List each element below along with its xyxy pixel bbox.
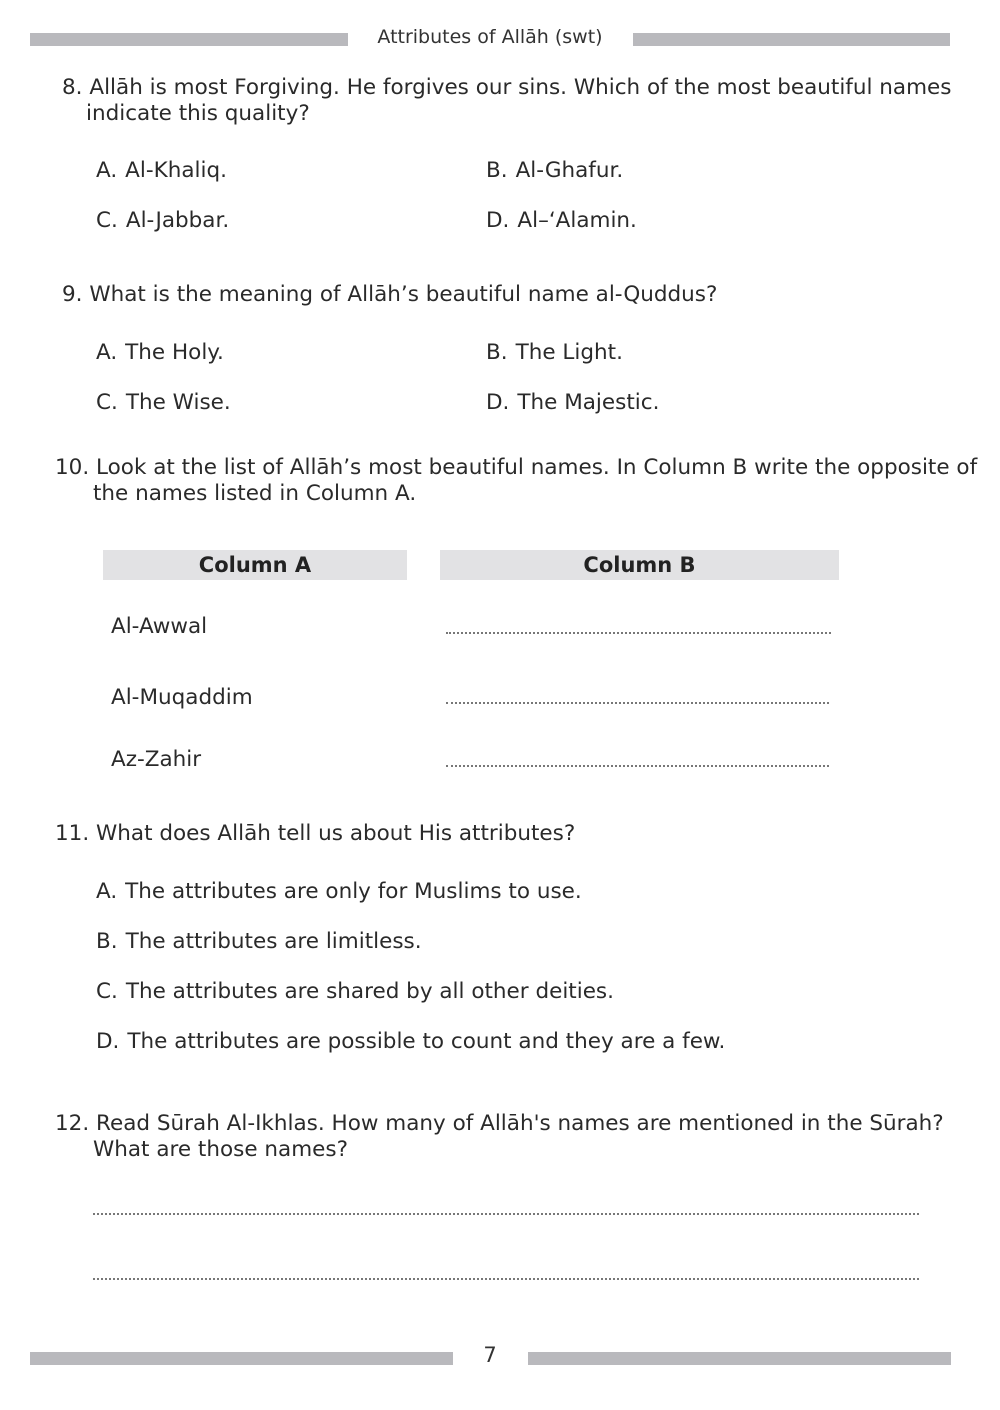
q8-option-b[interactable] — [486, 158, 623, 184]
column-a-item: Al-Muqaddim — [111, 685, 253, 710]
column-a-item: Al-Awwal — [111, 614, 208, 639]
column-a-header: Column A — [103, 550, 407, 580]
question-number: 11. — [55, 821, 90, 846]
option-text: Al-Jabbar. — [125, 208, 230, 233]
question-text: What does Allāh tell us about His attributes? — [96, 821, 576, 846]
option-text: Al-Ghafur. — [515, 158, 624, 183]
question-text: What is the meaning of Allāh’s beautiful name al-Quddus? — [89, 282, 718, 307]
question-9 — [62, 282, 717, 308]
q9-option-b[interactable] — [486, 340, 623, 366]
q9-option-d[interactable] — [486, 390, 659, 416]
question-text: Look at the list of Allāh’s most beautiful names. In Column B write the opposite of — [96, 455, 978, 480]
option-letter: D. — [96, 1029, 120, 1054]
question-number: 9. — [62, 282, 83, 307]
option-letter: A. — [96, 340, 118, 365]
page-number: 7 — [483, 1343, 497, 1367]
question-text-continued: What are those names? — [93, 1137, 348, 1162]
question-10 — [55, 455, 977, 507]
column-b-answer-line-2[interactable] — [446, 702, 829, 704]
option-letter: D. — [486, 390, 510, 415]
q11-option-d[interactable] — [96, 1029, 725, 1055]
page-header-title: Attributes of Allāh (swt) — [377, 26, 603, 48]
column-a-item: Az-Zahir — [111, 747, 202, 772]
question-number: 12. — [55, 1111, 90, 1136]
q11-option-a[interactable] — [96, 879, 582, 905]
option-letter: D. — [486, 208, 510, 233]
question-text-continued: the names listed in Column A. — [93, 481, 417, 506]
column-b-answer-line-1[interactable] — [446, 632, 831, 634]
option-text: The Holy. — [125, 340, 224, 365]
question-text: Allāh is most Forgiving. He forgives our sins. Which of the most beautiful names — [89, 75, 952, 100]
question-text-continued: indicate this quality? — [86, 101, 310, 126]
option-text: Al–‘Alamin. — [517, 208, 637, 233]
question-number: 8. — [62, 75, 83, 100]
column-b-header: Column B — [440, 550, 839, 580]
question-number: 10. — [55, 455, 90, 480]
footer-bar-left — [30, 1352, 453, 1365]
option-text: The attributes are shared by all other deities. — [125, 979, 614, 1004]
q8-option-d[interactable] — [486, 208, 637, 234]
footer-bar-right — [528, 1352, 951, 1365]
q11-option-b[interactable] — [96, 929, 422, 955]
option-letter: B. — [486, 158, 508, 183]
option-text: The attributes are possible to count and they are a few. — [127, 1029, 726, 1054]
question-11 — [55, 821, 575, 847]
q8-option-c[interactable] — [96, 208, 229, 234]
option-letter: B. — [486, 340, 508, 365]
option-letter: A. — [96, 879, 118, 904]
option-text: The Majestic. — [517, 390, 660, 415]
option-letter: B. — [96, 929, 118, 954]
header-bar-right — [633, 33, 950, 46]
q9-option-c[interactable] — [96, 390, 231, 416]
q9-option-a[interactable] — [96, 340, 224, 366]
option-text: The attributes are only for Muslims to use. — [125, 879, 582, 904]
option-text: The attributes are limitless. — [125, 929, 422, 954]
option-letter: C. — [96, 390, 118, 415]
q8-option-a[interactable] — [96, 158, 227, 184]
q12-answer-line-2[interactable] — [93, 1278, 919, 1280]
option-text: Al-Khaliq. — [125, 158, 227, 183]
question-8 — [62, 75, 951, 127]
header-bar-left — [30, 33, 348, 46]
question-12 — [55, 1111, 944, 1163]
option-text: The Light. — [515, 340, 623, 365]
question-text: Read Sūrah Al-Ikhlas. How many of Allāh's names are mentioned in the Sūrah? — [96, 1111, 944, 1136]
option-letter: A. — [96, 158, 118, 183]
option-letter: C. — [96, 208, 118, 233]
q11-option-c[interactable] — [96, 979, 614, 1005]
option-text: The Wise. — [125, 390, 231, 415]
column-b-answer-line-3[interactable] — [446, 765, 829, 767]
q12-answer-line-1[interactable] — [93, 1213, 919, 1215]
option-letter: C. — [96, 979, 118, 1004]
